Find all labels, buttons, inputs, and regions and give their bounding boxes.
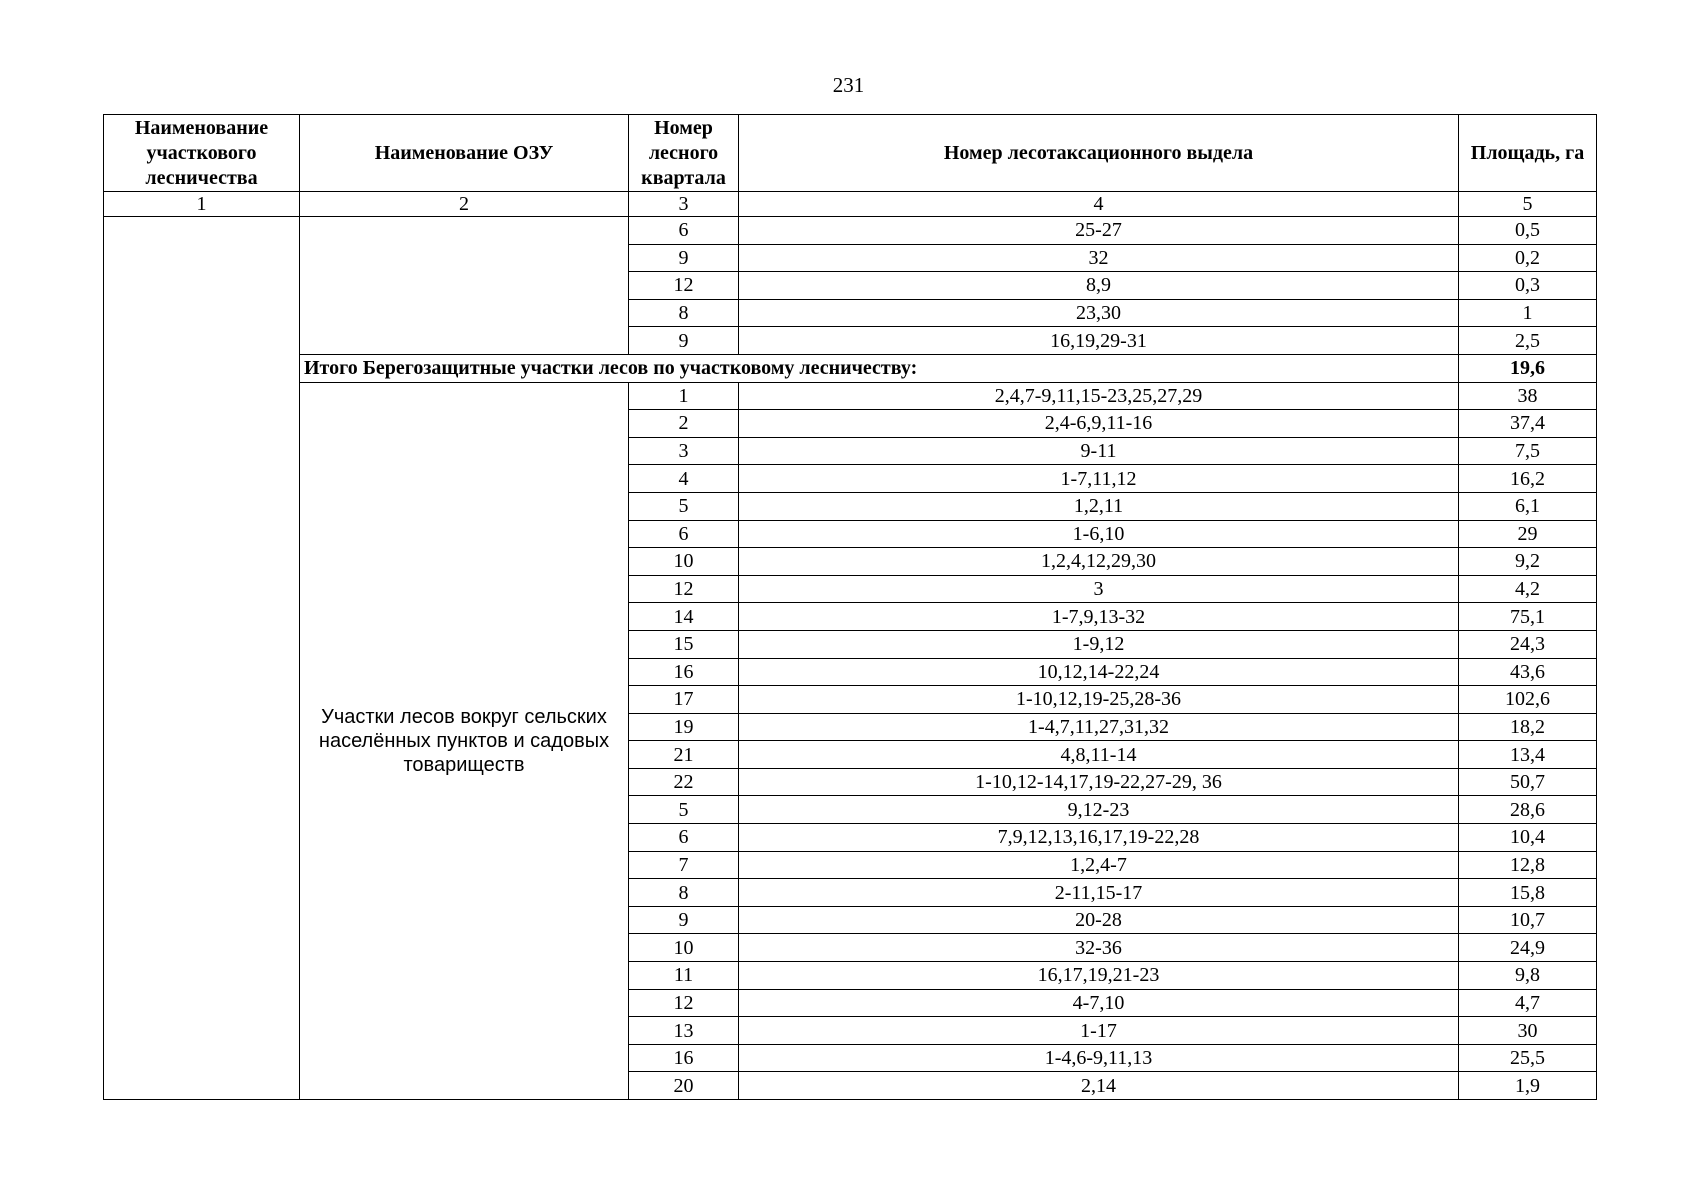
- plot-number: 9-11: [739, 437, 1459, 465]
- quarter-number: 16: [629, 658, 739, 686]
- column-number: 4: [739, 192, 1459, 217]
- area-value: 7,5: [1459, 437, 1597, 465]
- quarter-number: 3: [629, 437, 739, 465]
- area-value: 25,5: [1459, 1044, 1597, 1072]
- plot-number: 7,9,12,13,16,17,19-22,28: [739, 824, 1459, 852]
- area-value: 4,7: [1459, 989, 1597, 1017]
- quarter-number: 16: [629, 1044, 739, 1072]
- area-value: 43,6: [1459, 658, 1597, 686]
- header-ozu-name: Наименование ОЗУ: [300, 115, 629, 192]
- plot-number: 20-28: [739, 906, 1459, 934]
- quarter-number: 21: [629, 741, 739, 769]
- header-plot-number: Номер лесотаксационного выдела: [739, 115, 1459, 192]
- quarter-number: 12: [629, 575, 739, 603]
- table-row: [104, 217, 1597, 245]
- quarter-number: 13: [629, 1017, 739, 1045]
- area-value: 6,1: [1459, 492, 1597, 520]
- forestry-name-cell: [104, 217, 300, 1100]
- quarter-number: 8: [629, 299, 739, 327]
- column-number-row: [104, 192, 1597, 217]
- header-row: [104, 115, 1597, 192]
- area-value: 38: [1459, 382, 1597, 410]
- plot-number: 2-11,15-17: [739, 879, 1459, 907]
- quarter-number: 6: [629, 217, 739, 245]
- plot-number: 1,2,4-7: [739, 851, 1459, 879]
- quarter-number: 12: [629, 989, 739, 1017]
- page-number: 231: [832, 73, 865, 97]
- area-value: 24,9: [1459, 934, 1597, 962]
- plot-number: 16,17,19,21-23: [739, 962, 1459, 990]
- area-value: 50,7: [1459, 768, 1597, 796]
- plot-number: 2,14: [739, 1072, 1459, 1100]
- area-value: 0,5: [1459, 217, 1597, 245]
- plot-number: 1-4,6-9,11,13: [739, 1044, 1459, 1072]
- plot-number: 3: [739, 575, 1459, 603]
- quarter-number: 10: [629, 934, 739, 962]
- area-value: 1,9: [1459, 1072, 1597, 1100]
- plot-number: 8,9: [739, 272, 1459, 300]
- ozu-name: Участки лесов вокруг сельских населённых пунктов и садовых товариществ: [300, 382, 629, 1099]
- quarter-number: 8: [629, 879, 739, 907]
- table-row: [104, 382, 1597, 410]
- area-value: 12,8: [1459, 851, 1597, 879]
- column-number: 5: [1459, 192, 1597, 217]
- plot-number: 1-9,12: [739, 630, 1459, 658]
- area-value: 2,5: [1459, 327, 1597, 355]
- area-value: 0,2: [1459, 244, 1597, 272]
- area-value: 28,6: [1459, 796, 1597, 824]
- area-value: 102,6: [1459, 686, 1597, 714]
- plot-number: 1-7,11,12: [739, 465, 1459, 493]
- quarter-number: 2: [629, 410, 739, 438]
- quarter-number: 14: [629, 603, 739, 631]
- quarter-number: 7: [629, 851, 739, 879]
- area-value: 37,4: [1459, 410, 1597, 438]
- plot-number: 32-36: [739, 934, 1459, 962]
- area-value: 24,3: [1459, 630, 1597, 658]
- column-number: 1: [104, 192, 300, 217]
- quarter-number: 9: [629, 327, 739, 355]
- quarter-number: 9: [629, 906, 739, 934]
- header-forestry-name: Наименование участкового лесничества: [104, 115, 300, 192]
- forest-plots-table: [103, 114, 1597, 1100]
- plot-number: 23,30: [739, 299, 1459, 327]
- subtotal-row: [104, 354, 1597, 382]
- plot-number: 4-7,10: [739, 989, 1459, 1017]
- plot-number: 2,4-6,9,11-16: [739, 410, 1459, 438]
- area-value: 0,3: [1459, 272, 1597, 300]
- quarter-number: 4: [629, 465, 739, 493]
- quarter-number: 15: [629, 630, 739, 658]
- quarter-number: 17: [629, 686, 739, 714]
- column-number: 3: [629, 192, 739, 217]
- area-value: 1: [1459, 299, 1597, 327]
- quarter-number: 5: [629, 492, 739, 520]
- area-value: 9,8: [1459, 962, 1597, 990]
- quarter-number: 22: [629, 768, 739, 796]
- subtotal-value: 19,6: [1459, 354, 1597, 382]
- quarter-number: 11: [629, 962, 739, 990]
- plot-number: 1-4,7,11,27,31,32: [739, 713, 1459, 741]
- plot-number: 25-27: [739, 217, 1459, 245]
- area-value: 10,7: [1459, 906, 1597, 934]
- area-value: 16,2: [1459, 465, 1597, 493]
- subtotal-label: Итого Берегозащитные участки лесов по участковому лесничеству:: [300, 354, 1459, 382]
- plot-number: 10,12,14-22,24: [739, 658, 1459, 686]
- plot-number: 1-10,12,19-25,28-36: [739, 686, 1459, 714]
- area-value: 10,4: [1459, 824, 1597, 852]
- quarter-number: 6: [629, 824, 739, 852]
- area-value: 18,2: [1459, 713, 1597, 741]
- area-value: 15,8: [1459, 879, 1597, 907]
- plot-number: 4,8,11-14: [739, 741, 1459, 769]
- plot-number: 1-7,9,13-32: [739, 603, 1459, 631]
- quarter-number: 1: [629, 382, 739, 410]
- quarter-number: 9: [629, 244, 739, 272]
- area-value: 75,1: [1459, 603, 1597, 631]
- plot-number: 9,12-23: [739, 796, 1459, 824]
- quarter-number: 19: [629, 713, 739, 741]
- plot-number: 1,2,11: [739, 492, 1459, 520]
- column-number: 2: [300, 192, 629, 217]
- plot-number: 32: [739, 244, 1459, 272]
- plot-number: 1-10,12-14,17,19-22,27-29, 36: [739, 768, 1459, 796]
- area-value: 9,2: [1459, 548, 1597, 576]
- area-value: 30: [1459, 1017, 1597, 1045]
- ozu-name-cell: [300, 217, 629, 355]
- quarter-number: 10: [629, 548, 739, 576]
- plot-number: 1,2,4,12,29,30: [739, 548, 1459, 576]
- table-body: [104, 217, 1597, 1100]
- quarter-number: 12: [629, 272, 739, 300]
- plot-number: 16,19,29-31: [739, 327, 1459, 355]
- area-value: 13,4: [1459, 741, 1597, 769]
- quarter-number: 20: [629, 1072, 739, 1100]
- area-value: 4,2: [1459, 575, 1597, 603]
- plot-number: 1-17: [739, 1017, 1459, 1045]
- quarter-number: 5: [629, 796, 739, 824]
- plot-number: 2,4,7-9,11,15-23,25,27,29: [739, 382, 1459, 410]
- header-area: Площадь, га: [1459, 115, 1597, 192]
- area-value: 29: [1459, 520, 1597, 548]
- quarter-number: 6: [629, 520, 739, 548]
- plot-number: 1-6,10: [739, 520, 1459, 548]
- header-quarter-number: Номер лесного квартала: [629, 115, 739, 192]
